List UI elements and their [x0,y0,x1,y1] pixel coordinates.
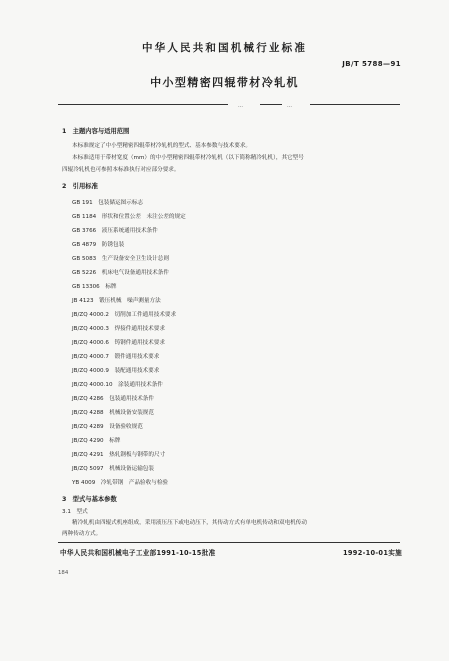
reference-title: 液压系统通用技术条件 [101,228,158,234]
reference-item [72,240,124,248]
reference-title: 生产设备安全卫生设计总则 [101,256,169,262]
reference-code: GB 191 [72,200,93,206]
reference-item [72,394,154,402]
reference-item [72,198,143,206]
section-3-line: 精冷轧机由四辊式机座组成，采用液压压下或电动压下，其传动方式有单电机传动和双电机传动 [72,520,307,526]
reference-item [72,226,158,234]
reference-title: 标牌 [109,438,121,444]
reference-item [72,324,165,332]
reference-code: JB/ZQ 4286 [72,396,104,402]
reference-code: GB 5083 [72,256,97,262]
reference-title: 标牌 [105,284,117,290]
reference-title: 冷轧带钢 产品验收与检验 [100,480,169,486]
reference-code: JB/ZQ 4289 [72,424,104,430]
reference-item [72,352,159,360]
reference-item [72,366,159,374]
reference-title: 形状和位置公差 未注公差的规定 [101,214,186,220]
reference-item [72,254,169,262]
reference-code: JB/ZQ 5097 [72,466,104,472]
reference-item [72,450,165,458]
title-separator-mid [260,104,282,105]
reference-item [72,212,186,220]
reference-title: 焊接件通用技术要求 [114,326,165,332]
reference-item [72,422,143,430]
reference-title: 设备验收规范 [109,424,143,430]
separator-fragment: … [287,103,292,109]
reference-title: 装配通用技术要求 [114,368,160,374]
document-title: 中小型精密四辊带材冷轧机 [150,76,299,89]
reference-title: 包装储运图示标志 [98,200,144,206]
reference-item [72,464,154,472]
reference-code: GB 4879 [72,242,97,248]
implementation-date: 1992-10-01实施 [343,549,402,557]
standard-number: JB/T 5788—91 [342,60,401,68]
reference-title: 铸钢件通用技术要求 [114,340,165,346]
section-3-1-heading: 3.1 型式 [62,509,88,515]
reference-code: JB/ZQ 4291 [72,452,104,458]
reference-item [72,268,169,276]
reference-code: JB/ZQ 4000.2 [72,312,109,318]
reference-code: JB/ZQ 4000.10 [72,382,113,388]
reference-title: 机械设备安装规范 [109,410,154,416]
separator-fragment: … [238,103,243,109]
reference-code: GB 13306 [72,284,100,290]
reference-code: GB 5226 [72,270,97,276]
reference-item [72,380,163,388]
title-separator-left [58,104,228,105]
section-3-heading: 3 型式与基本参数 [62,496,117,503]
reference-title: 切削加工件通用技术要求 [114,312,177,318]
reference-item [72,408,154,416]
reference-code: JB/ZQ 4000.7 [72,354,109,360]
reference-title: 涂装通用技术条件 [118,382,163,388]
reference-title: 锻件通用技术要求 [114,354,160,360]
reference-item [72,282,117,290]
reference-title: 热轧钢板与钢带的尺寸 [109,452,166,458]
reference-title: 机械设备运输包装 [109,466,154,472]
reference-item [72,296,161,304]
reference-title: 锻压机械 噪声测量方法 [99,298,161,304]
section-1-line: 本标准适用于带材宽度（mm）的中小型精密四辊带材冷轧机（以下简称精冷轧机），其它型号 [72,155,304,161]
section-1-line: 本标准规定了中小型精密四辊带材冷轧机的型式、基本参数与技术要求。 [72,143,252,149]
reference-code: GB 1184 [72,214,97,220]
reference-code: JB/ZQ 4000.6 [72,340,109,346]
footer-rule [58,542,400,543]
reference-code: JB/ZQ 4000.3 [72,326,109,332]
reference-item [72,338,165,346]
reference-code: GB 3766 [72,228,97,234]
reference-title: 机床电气设备通用技术条件 [101,270,169,276]
section-1-line: 四辊冷轧机也可参照本标准执行对应部分要求。 [62,167,180,173]
reference-item [72,436,120,444]
section-1-heading: 1 主题内容与适用范围 [62,128,130,135]
reference-code: JB 4123 [72,298,94,304]
issuing-authority-title: 中华人民共和国机械行业标准 [141,42,308,54]
reference-title: 防锈包装 [101,242,125,248]
section-2-heading: 2 引用标准 [62,183,98,190]
reference-code: JB/ZQ 4000.9 [72,368,109,374]
page-number: 184 [58,570,69,576]
approval-statement: 中华人民共和国机械电子工业部1991-10-15批准 [60,549,216,557]
reference-item [72,310,176,318]
title-separator-right [310,104,400,105]
reference-code: JB/ZQ 4290 [72,438,104,444]
reference-title: 包装通用技术条件 [109,396,154,402]
reference-code: YB 4009 [72,480,96,486]
reference-code: JB/ZQ 4288 [72,410,104,416]
section-3-line: 两种传动方式。 [62,531,102,537]
reference-item [72,478,168,486]
